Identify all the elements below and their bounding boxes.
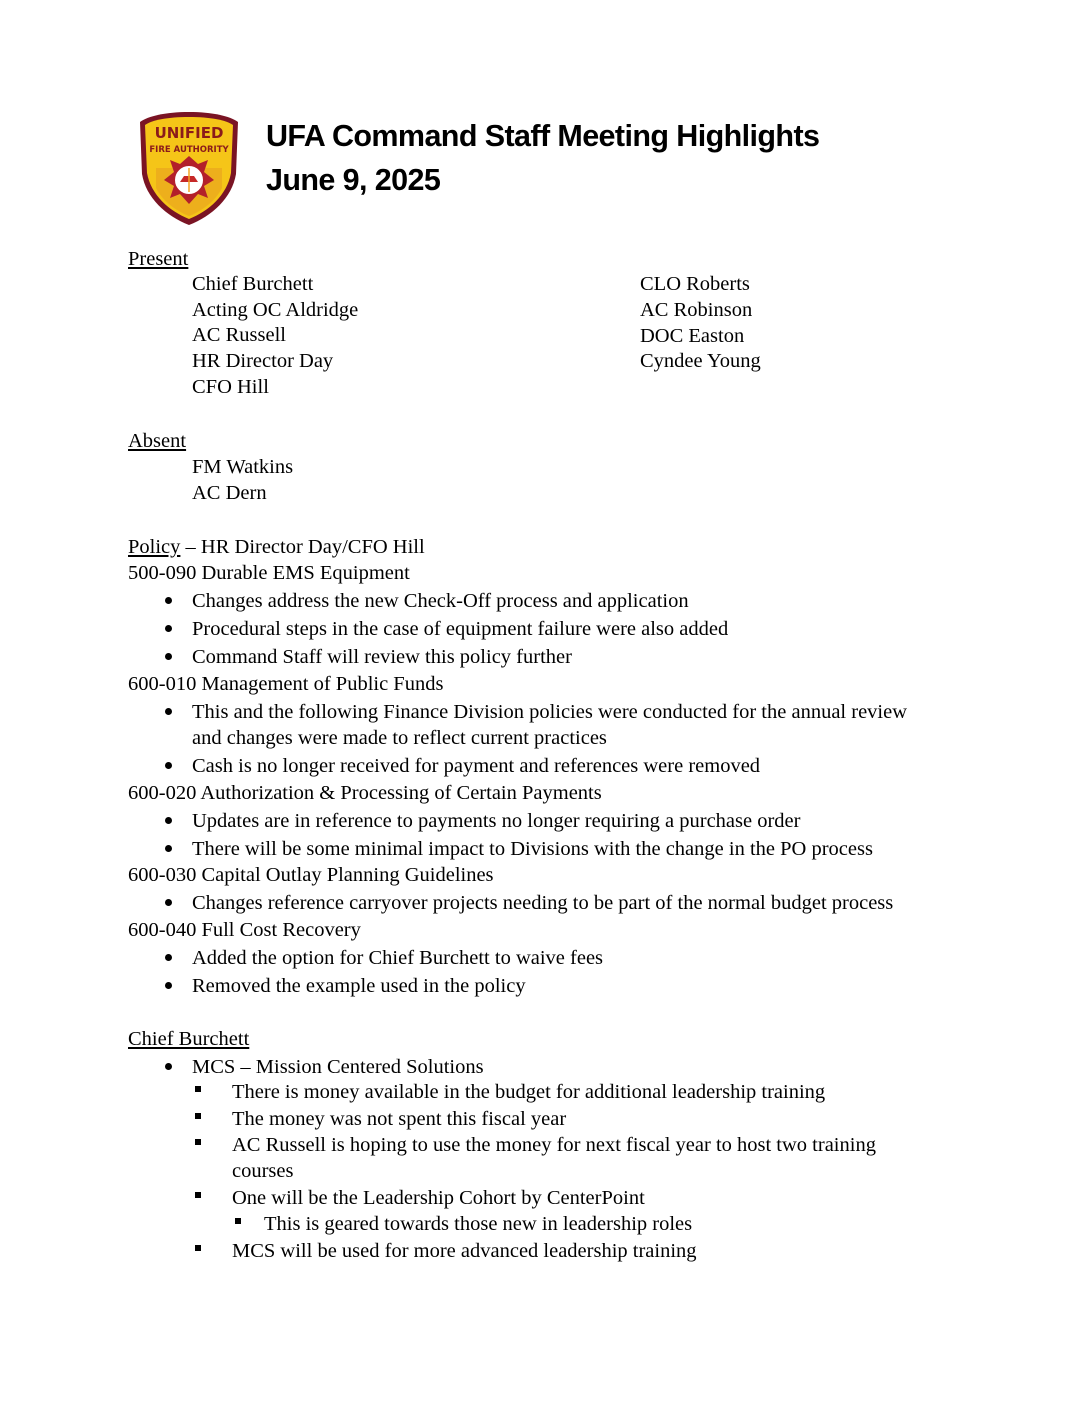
chief-sub-bullet: One will be the Leadership Cohort by CenterPoint (232, 1187, 645, 1209)
present-name: Acting OC Aldridge (192, 299, 359, 321)
bullet-icon (165, 1063, 172, 1070)
present-name: AC Robinson (640, 299, 753, 321)
policy-heading (128, 534, 425, 560)
chief-sub-bullet: There is money available in the budget for additional leadership training (232, 1081, 826, 1103)
bullet-icon (165, 845, 172, 852)
page-header (266, 114, 819, 202)
chief-topic: MCS – Mission Centered Solutions (192, 1056, 484, 1078)
present-heading: Present (128, 248, 189, 270)
meeting-date: June 9, 2025 (266, 163, 441, 197)
square-bullet-icon (195, 1139, 201, 1145)
policy-bullet: Command Staff will review this policy further (192, 646, 572, 668)
chief-sub-bullet-continued: courses (232, 1160, 294, 1182)
policy-heading-label: Policy (128, 536, 181, 558)
present-name: HR Director Day (192, 350, 334, 372)
policy-title: 600-040 Full Cost Recovery (128, 919, 361, 941)
policy-title: 600-010 Management of Public Funds (128, 673, 444, 695)
bullet-icon (165, 982, 172, 989)
bullet-icon (165, 899, 172, 906)
policy-title: 600-030 Capital Outlay Planning Guidelines (128, 864, 494, 886)
square-bullet-icon (235, 1218, 241, 1224)
absent-heading: Absent (128, 430, 187, 452)
present-name: Chief Burchett (192, 273, 314, 295)
policy-title: 600-020 Authorization & Processing of Certain Payments (128, 782, 602, 804)
square-bullet-icon (195, 1086, 201, 1092)
bullet-icon (165, 653, 172, 660)
square-bullet-icon (195, 1245, 201, 1251)
chief-sub-sub-bullet: This is geared towards those new in leadership roles (264, 1213, 693, 1235)
chief-sub-bullet: MCS will be used for more advanced leadership training (232, 1240, 697, 1262)
square-bullet-icon (195, 1192, 201, 1198)
policy-bullet: Removed the example used in the policy (192, 975, 526, 997)
policy-bullet: This and the following Finance Division policies were conducted for the annual review (192, 701, 908, 723)
policy-bullet: Changes address the new Check-Off process and application (192, 590, 689, 612)
page-title: UFA Command Staff Meeting Highlights (266, 119, 820, 153)
bullet-icon (165, 817, 172, 824)
bullet-icon (165, 597, 172, 604)
logo-text-unified: UNIFIED (154, 124, 224, 142)
policy-title: 500-090 Durable EMS Equipment (128, 562, 410, 584)
bullet-icon (165, 762, 172, 769)
policy-bullet: Changes reference carryover projects needing to be part of the normal budget process (192, 892, 894, 914)
policy-bullet-continued: and changes were made to reflect current practices (192, 727, 607, 749)
policy-bullet: There will be some minimal impact to Divisions with the change in the PO process (192, 838, 873, 860)
bullet-icon (165, 625, 172, 632)
policy-bullet: Cash is no longer received for payment and references were removed (192, 755, 761, 777)
logo-text-fire-authority: FIRE AUTHORITY (149, 145, 229, 155)
chief-sub-bullet: The money was not spent this fiscal year (232, 1108, 567, 1130)
chief-sub-bullet: AC Russell is hoping to use the money for next fiscal year to host two training (232, 1134, 876, 1156)
policy-heading-suffix: – HR Director Day/CFO Hill (180, 536, 425, 558)
square-bullet-icon (195, 1113, 201, 1119)
present-name: DOC Easton (640, 325, 745, 347)
absent-name: AC Dern (192, 482, 267, 504)
absent-name: FM Watkins (192, 456, 294, 478)
bullet-icon (165, 954, 172, 961)
ufa-logo (136, 108, 242, 228)
present-name: AC Russell (192, 324, 286, 346)
chief-heading: Chief Burchett (128, 1028, 250, 1050)
bullet-icon (165, 708, 172, 715)
policy-bullet: Updates are in reference to payments no longer requiring a purchase order (192, 810, 801, 832)
policy-bullet: Procedural steps in the case of equipment failure were also added (192, 618, 729, 640)
present-name: CLO Roberts (640, 273, 750, 295)
present-name: CFO Hill (192, 376, 269, 398)
ufa-badge-icon (136, 108, 242, 228)
present-name: Cyndee Young (640, 350, 761, 372)
policy-bullet: Added the option for Chief Burchett to waive fees (192, 947, 604, 969)
